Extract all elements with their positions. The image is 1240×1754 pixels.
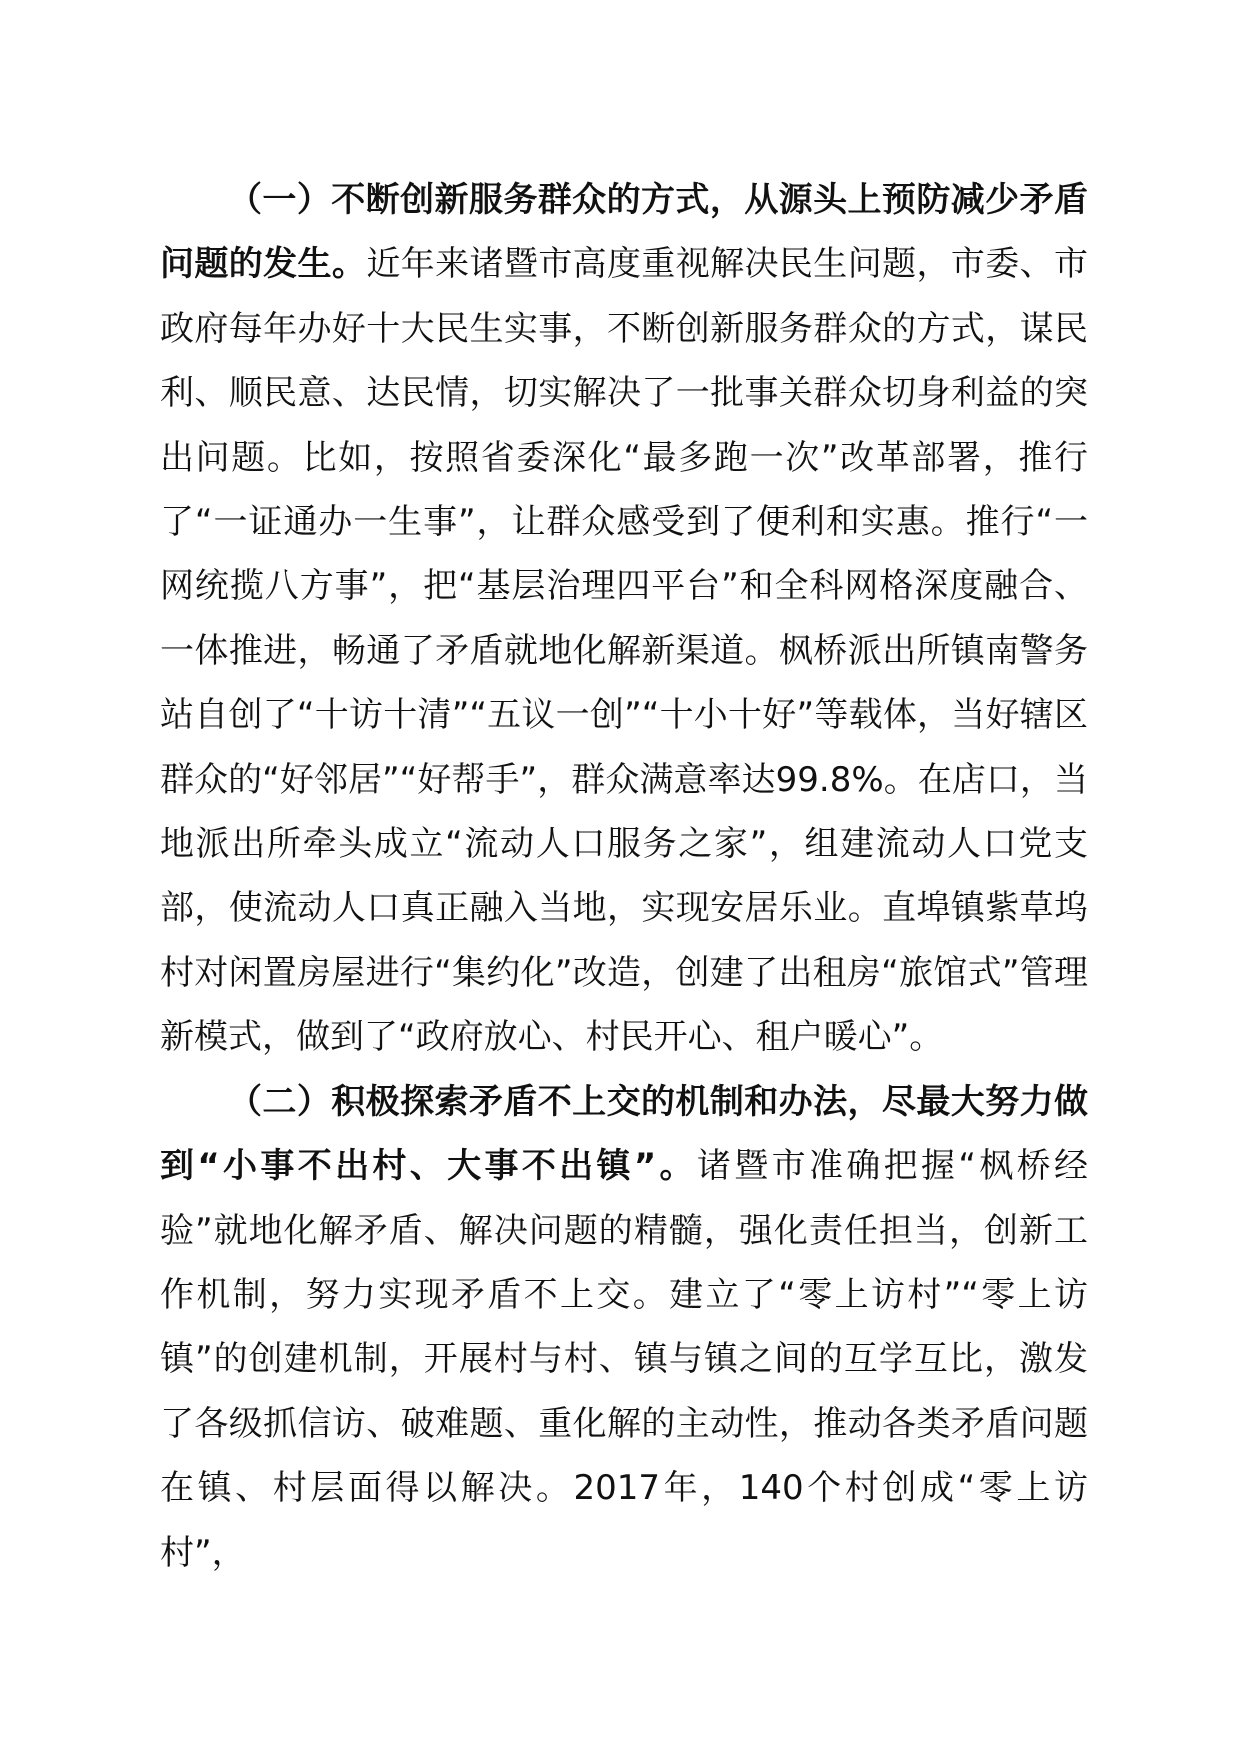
paragraph-1 xyxy=(160,168,1088,1070)
paragraph-2-text: 诸暨市准确把握“枫桥经验”就地化解矛盾、解决问题的精髓，强化责任担当，创新工作机制，努力实现矛盾不上交。建立了“零上访村”“零上访镇”的创建机制，开展村与村、镇与镇之间的互学互比，激发了各级抓信访、破难题、重化解的主动性，推动各类矛盾问题在镇、村层面得以解决。2017年，140个村创成“零上访村”， xyxy=(160,1146,1088,1573)
paragraph-1-heading: （一）不断创新服务群众的方式，从源头上预防减少矛盾问题的发生。 xyxy=(160,180,1088,285)
paragraph-2-heading: （二）积极探索矛盾不上交的机制和办法，尽最大努力做到“小事不出村、大事不出镇”。 xyxy=(160,1081,1088,1187)
paragraph-2 xyxy=(160,1070,1088,1585)
paragraph-1-text: 近年来诸暨市高度重视解决民生问题，市委、市政府每年办好十大民生实事，不断创新服务群众的方式，谋民利、顺民意、达民情，切实解决了一批事关群众切身利益的突出问题。比如，按照省委深化“最多跑一次”改革部署，推行了“一证通办一生事”，让群众感受到了便利和实惠。推行“一网统揽八方事”，把“基层治理四平台”和全科网格深度融合、一体推进，畅通了矛盾就地化解新渠道。枫桥派出所镇南警务站自创了“十访十清”“五议一创”“十小十好”等载体，当好辖区群众的“好邻居”“好帮手”，群众满意率达99.8%。在店口，当地派出所牵头成立“流动人口服务之家”，组建流动人口党支部，使流动人口真正融入当地，实现安居乐业。直埠镇紫草坞村对闲置房屋进行“集约化”改造，创建了出租房“旅馆式”管理新模式，做到了“政府放心、村民开心、租户暖心”。 xyxy=(160,244,1089,1058)
document-body xyxy=(160,168,1088,1585)
